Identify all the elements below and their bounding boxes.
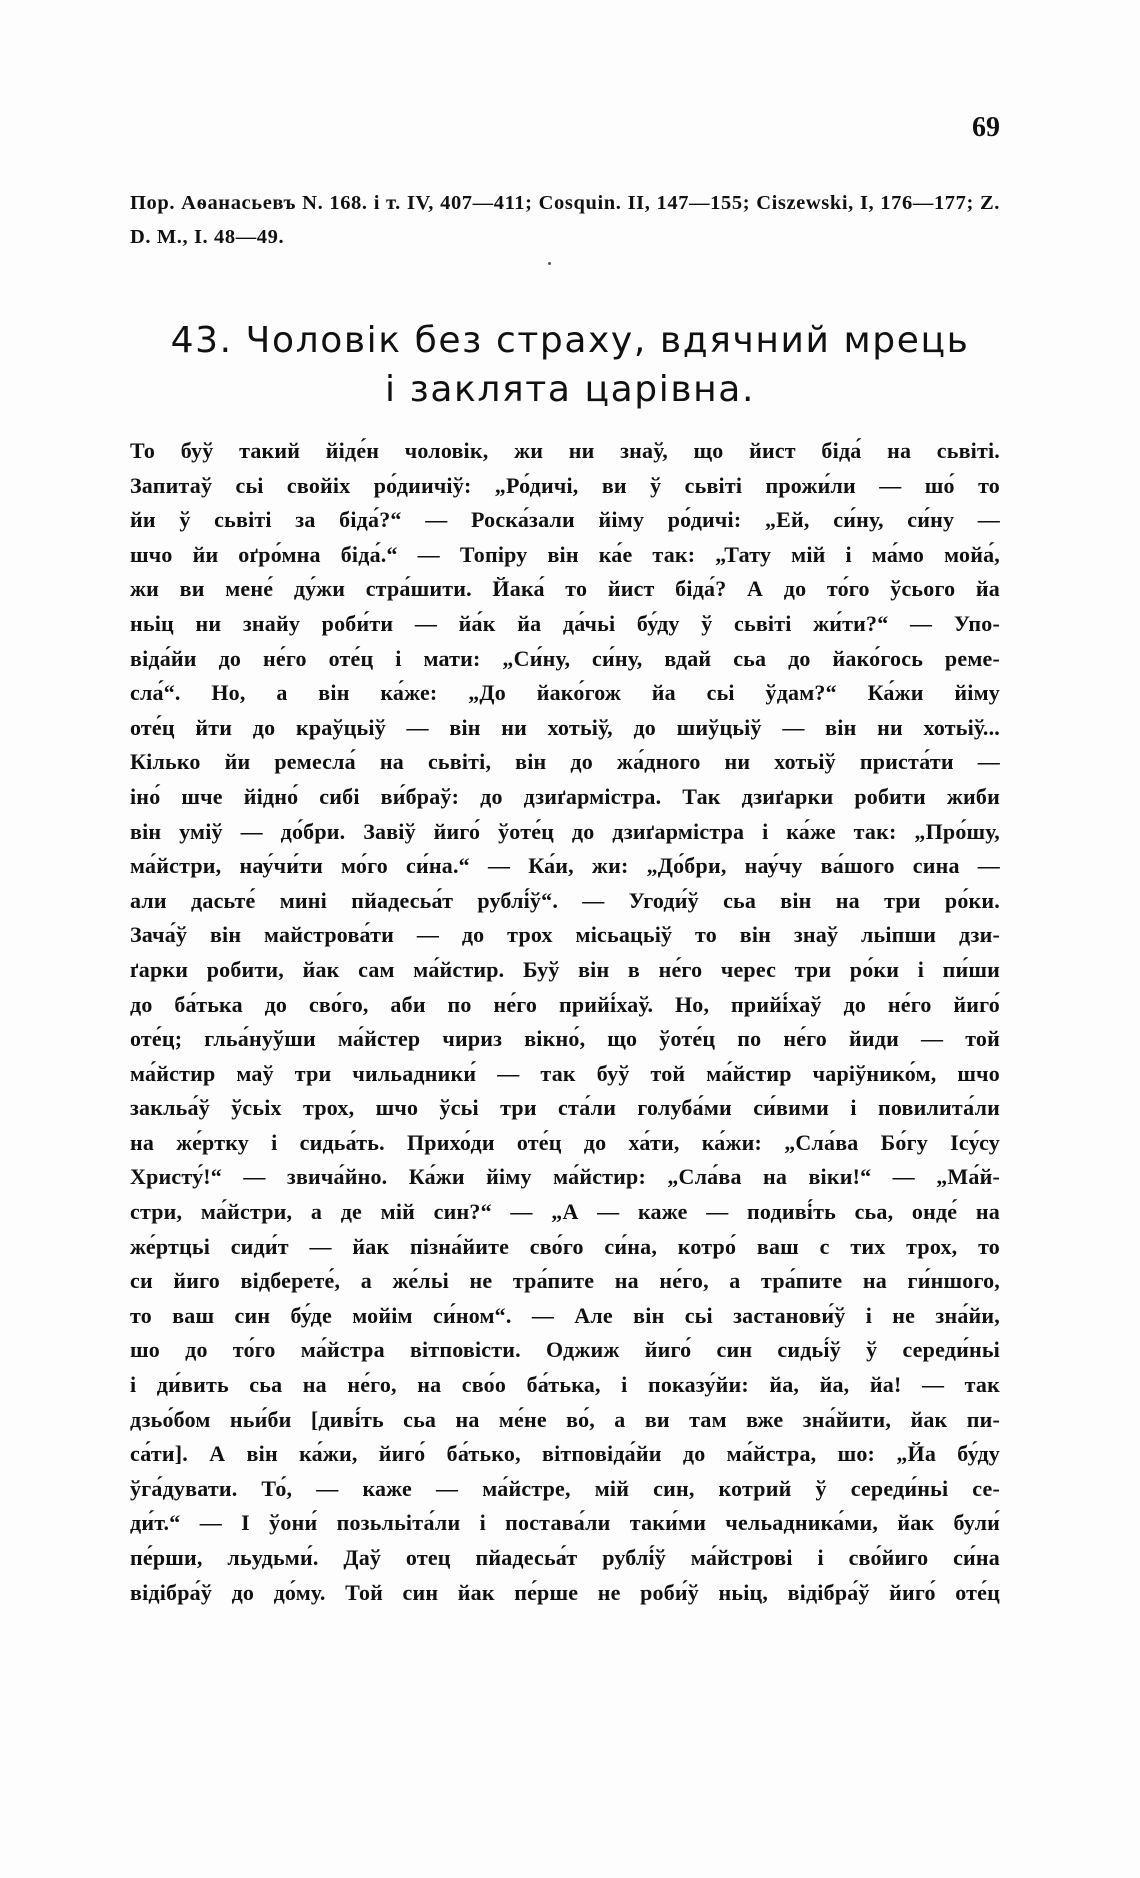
body-line: си йиго відберете́, а же́льі не тра́пите на не́го, а тра́пите на ги́ншого, — [130, 1268, 1000, 1294]
body-line: шо до то́го ма́йстра вітповісти. Оджиж йиго́ син сидьі́ў ў середи́ньі — [130, 1337, 1000, 1363]
body-line: ўга́дувати. То́, — каже — ма́йстре, мій син, котрий ў середи́ньі се- — [130, 1475, 1000, 1501]
body-line: іно́ шче йідно́ сибі ви́браў: до дзиґармістра. Так дзиґарки робити жиби — [130, 783, 1000, 809]
body-line: оте́ц йти до краўцьіў — він ни хотьіў, до шиўцьіў — він ни хотьіў... — [130, 714, 1000, 740]
body-line: стри, ма́йстри, а де мій син?“ — „А — каже — подиві́ть сьа, онде́ на — [130, 1199, 1000, 1225]
body-line: ґарки робити, йак сам ма́йстир. Буў він в не́го черес три ро́ки і пи́ши — [130, 956, 1000, 982]
body-line: То буў такий йіде́н чоловік, жи ни знаў, що йист біда́ на сьвіті. — [130, 438, 1000, 463]
body-line: Кілько йи ремесла́ на сьвіті, він до жа́дного ни хотьіў приста́ти — — [130, 749, 1000, 775]
body-line: Зача́ў він майстрова́ти — до трох місьацьіў то він знаў льіпши дзи- — [130, 922, 1000, 948]
body-line: Христу́!“ — звича́йно. Ка́жи йіму ма́йстир: „Сла́ва на віки!“ — „Ма́й- — [130, 1164, 1000, 1190]
body-line: ма́йстри, нау́чи́ти мо́го си́на.“ — Ка́и, жи: „До́бри, нау́чу ва́шого сина — — [130, 853, 1000, 879]
body-line: віда́йи до не́го оте́ц і мати: „Си́ну, си́ну, вдай сьа до йако́гось реме- — [130, 645, 1000, 671]
tale-body — [130, 434, 1000, 1610]
body-line: дзьо́бом ньи́би [диві́ть сьа на ме́не во́, а ви там вже зна́йити, йак пи- — [130, 1406, 1000, 1432]
body-line: шчо йи оґро́мна біда́.“ — Топіру він ка́е так: „Тату мій і ма́мо мойа́, — [130, 541, 1000, 567]
body-line: сла́“. Но, а він ка́же: „До йако́гож йа сьі ўдам?“ Ка́жи йіму — [130, 680, 1000, 706]
body-line: ди́т.“ — І ўони́ позьльіта́ли і постава́ли таки́ми чельадника́ми, йак були́ — [130, 1510, 1000, 1536]
tale-title-line-1: 43. Чоловік без страху, вдячний мрець — [170, 320, 970, 361]
tale-title — [60, 316, 1080, 414]
body-line: він уміў — до́бри. Завіў йиго́ ўоте́ц до дзиґармістра і ка́же так: „Про́шу, — [130, 818, 1000, 844]
body-line: відібра́ў до до́му. Той син йак пе́рше не роби́ў ньіц, відібра́ў йиго́ оте́ц — [130, 1579, 1000, 1605]
body-line: Запитаў сьі свойіх ро́диичіў: „Ро́дичі, ви ў сьвіті прожи́ли — шо́ то — [130, 472, 1000, 498]
body-line: на же́ртку і сидьа́ть. Прихо́ди оте́ц до ха́ти, ка́жи: „Сла́ва Бо́гу Ісу́су — [130, 1129, 1000, 1155]
tale-title-line-2: і заклята царівна. — [384, 369, 755, 410]
body-line: оте́ц; гльа́нуўши ма́йстер чириз вікно́, що ўоте́ц по не́го йиди — той — [130, 1026, 1000, 1052]
page-number: 69 — [972, 112, 1000, 143]
body-line: пе́рши, льудьми́. Даў отец пйадесьа́т рублі́ў ма́йстрові і сво́йиго си́на — [130, 1545, 1000, 1570]
body-line: і ди́вить сьа на не́го, на сво́о ба́тька, і показу́йи: йа, йа, йа! — так — [130, 1372, 1000, 1398]
body-line: закльа́ў ўсьіх трох, шчо ўсьі три ста́ли голуба́ми си́вими і повилита́ли — [130, 1095, 1000, 1121]
body-line: али дасьте́ мині пйадесьа́т рублі́ў“. — Угоди́ў сьа він на три ро́ки. — [130, 887, 1000, 913]
body-line: до ба́тька до сво́го, аби по не́го прийі́хаў. Но, прийі́хаў до не́го йиго́ — [130, 991, 1000, 1017]
body-line: ма́йстир маў три чильадники́ — так буў той ма́йстир чаріўнико́м, шчо — [130, 1060, 1000, 1086]
body-line: йи ў сьвіті за біда́?“ — Роска́зали йіму ро́дичі: „Ей, си́ну, си́ну — — [130, 507, 1000, 533]
decorative-dot — [548, 262, 551, 265]
body-line: то ваш син бу́де мойім си́ном“. — Але він сьі застанови́ў і не зна́йи, — [130, 1302, 1000, 1328]
body-line: же́ртцьі сиди́т — йак пізна́йите сво́го си́на, котро́ ваш с тих трох, то — [130, 1233, 1000, 1259]
body-line: жи ви мене́ ду́жи стра́шити. Йака́ то йист біда́? А до то́го ўсього йа — [130, 576, 1000, 602]
body-line: ньіц ни знайу роби́ти — йа́к йа да́чьі бу́ду ў сьвіті жи́ти?“ — Упо- — [130, 610, 1000, 636]
bibliographic-reference: Пор. Аѳанасьевъ N. 168. і т. IV, 407—411; Cosquin. II, 147—155; Ciszewski, I, 176—177; Z. D. M., I. 48—49. — [130, 192, 1000, 248]
body-line: са́ти]. А він ка́жи, йиго́ ба́тько, вітповіда́йи до ма́йстра, шо: „Йа бу́ду — [130, 1441, 1000, 1467]
